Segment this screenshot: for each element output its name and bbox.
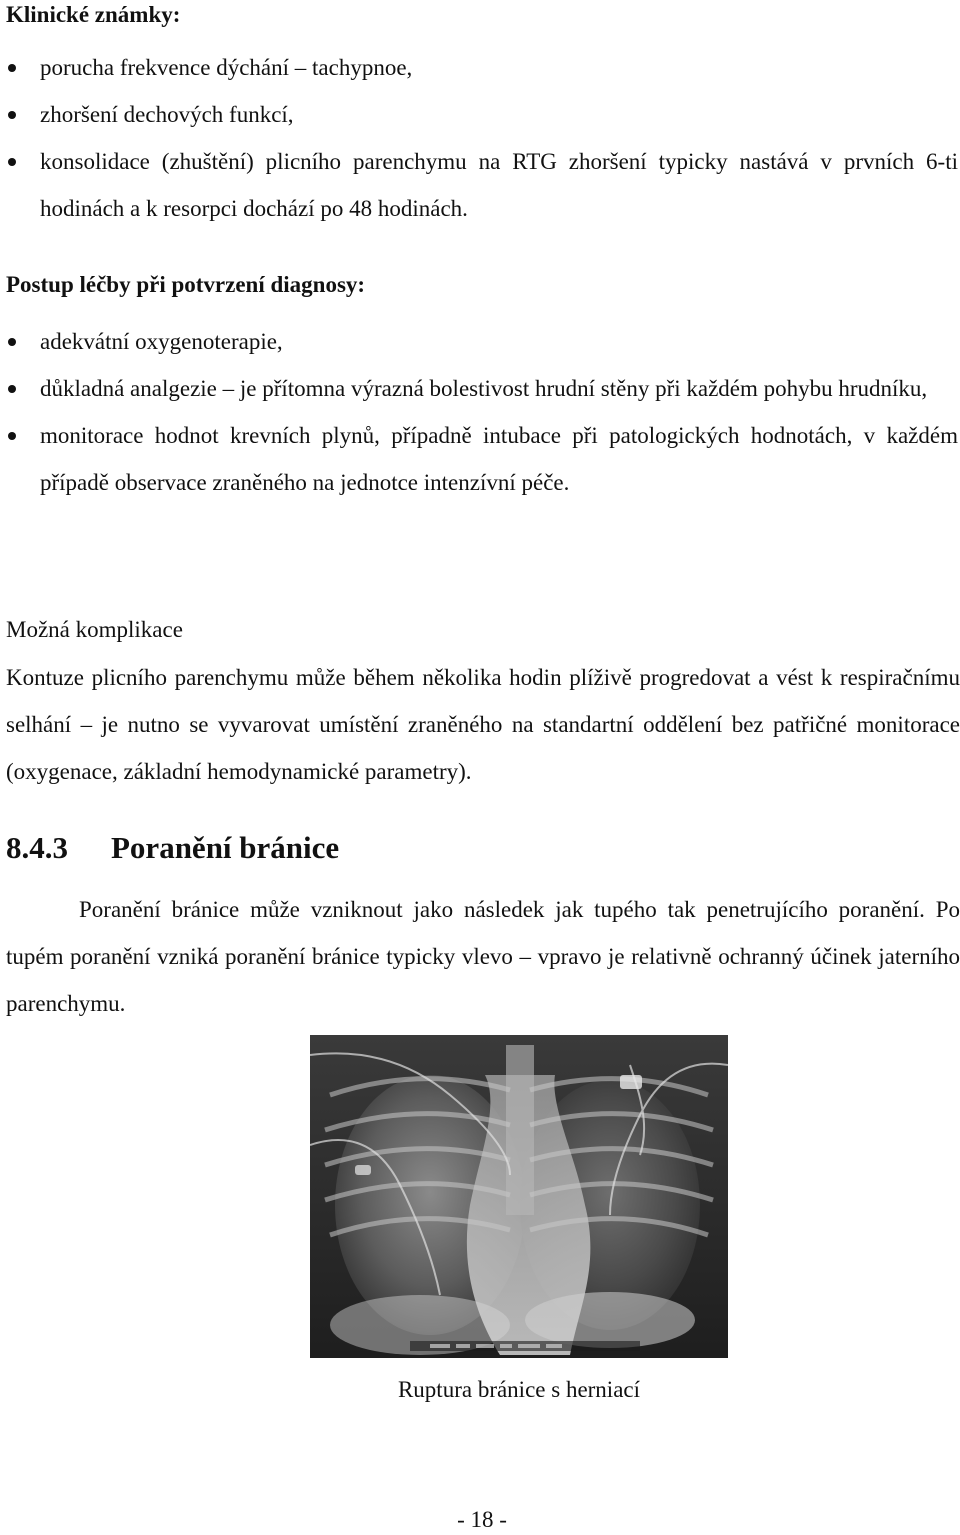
section-heading [6, 826, 339, 870]
section-number: 8.4.3 [6, 830, 68, 865]
list-item: důkladná analgezie – je přítomna výrazná bolestivost hrudní stěny při každém pohybu hrudníku, [0, 365, 960, 412]
diaphragm-paragraph: Poranění bránice může vzniknout jako následek jak tupého tak penetrujícího poranění. Po tupém poranění vzniká poranění bránice typicky vlevo – vpravo je relativně ochranný účinek jaterního parenchymu. [6, 897, 960, 1016]
chest-xray-image [310, 1035, 728, 1358]
list-item: porucha frekvence dýchání – tachypnoe, [0, 44, 960, 91]
section-title: Poranění bránice [111, 830, 340, 865]
list-item: monitorace hodnot krevních plynů, případně intubace při patologických hodnotách, v každém případě observace zraněného na jednotce intenzívní péče. [0, 412, 960, 506]
complication-paragraph: Kontuze plicního parenchymu může během několika hodin plíživě progredovat a vést k respiračnímu selhání – je nutno se vyvarovat umístění zraněného na standartní oddělení bez patřičné monitorace (oxygenace, základní hemodynamické parametry). [6, 665, 960, 784]
treatment-list [0, 318, 960, 506]
complication-title: Možná komplikace [6, 617, 183, 642]
heading-clinical-signs: Klinické známky: [6, 2, 181, 27]
list-item: adekvátní oxygenoterapie, [0, 318, 960, 365]
page-number: - 18 - [457, 1507, 507, 1532]
chest-xray-illustration [310, 1035, 728, 1358]
figure-caption: Ruptura bránice s herniací [397, 1377, 641, 1402]
list-item: zhoršení dechových funkcí, [0, 91, 960, 138]
list-item: konsolidace (zhuštění) plicního parenchymu na RTG zhoršení typicky nastává v prvních 6-ti hodinách a k resorpci dochází po 48 hodinách. [0, 138, 960, 232]
heading-treatment: Postup léčby při potvrzení diagnosy: [6, 272, 366, 297]
clinical-signs-list [0, 44, 960, 232]
